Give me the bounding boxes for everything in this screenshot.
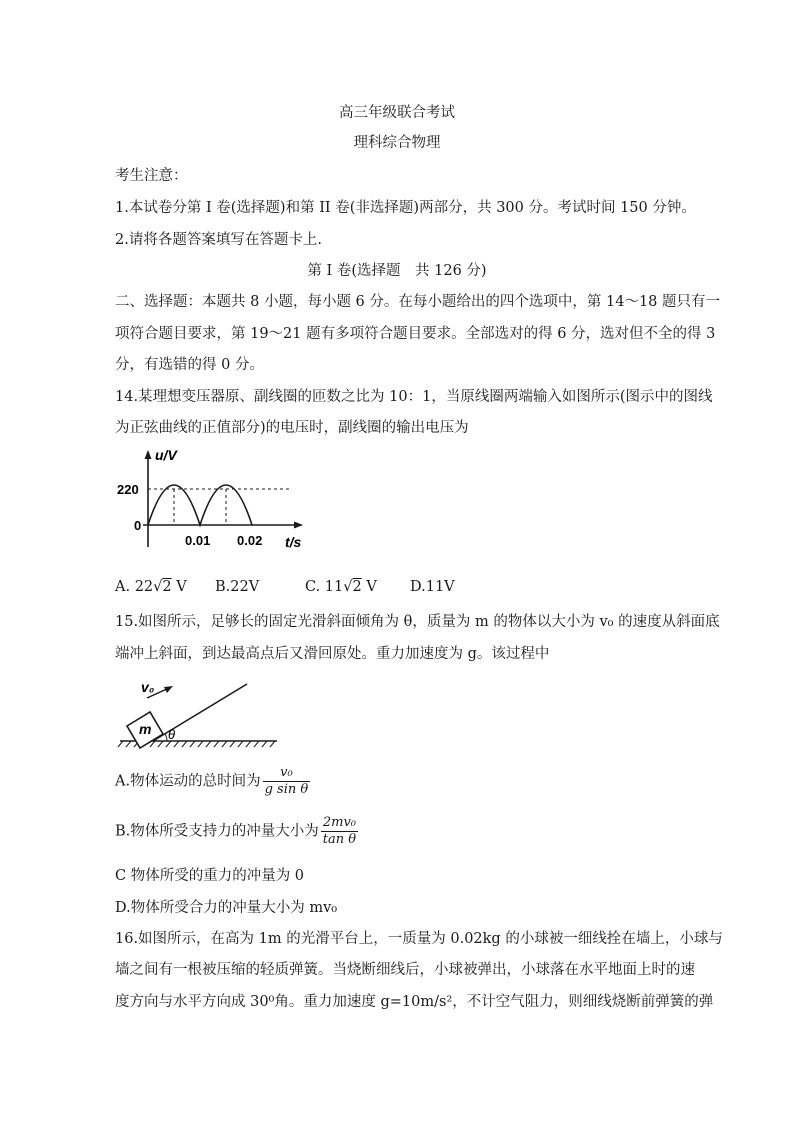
q14-stem-line-1: 14.某理想变压器原、副线圈的匝数之比为 10：1，当原线圈两端输入如图所示(图示中的图线 bbox=[115, 389, 713, 405]
sqrt-symbol: √ bbox=[343, 579, 353, 595]
q14-stem-line-2: 为正弦曲线的正值部分)的电压时，副线圈的输出电压为 bbox=[115, 420, 469, 436]
notice-item-2: 2.请将各题答案填写在答题卡上. bbox=[115, 232, 322, 248]
sqrt-symbol: √ bbox=[153, 579, 163, 595]
q15-option-c: C 物体所受的重力的冲量为 0 bbox=[115, 868, 305, 884]
q16-stem-line-1: 16.如图所示，在高为 1m 的光滑平台上，一质量为 0.02kg 的小球被一细线拴在墙上，小球与 bbox=[115, 931, 723, 947]
q15-stem-line-2: 端冲上斜面，到达最高点后又滑回原处。重力加速度为 g。该过程中 bbox=[115, 646, 550, 662]
q15-option-a-fraction: $\frac{\text{v₀}}{\text{g sin θ}}$ bbox=[264, 765, 309, 797]
q15-stem-line-1: 15.如图所示，足够长的固定光滑斜面倾角为 θ，质量为 m 的物体以大小为 v₀ 的速度从斜面底 bbox=[115, 614, 720, 630]
page-subtitle: 理科综合物理 bbox=[353, 135, 441, 151]
q14-option-c: C. 11√2 V bbox=[305, 579, 377, 595]
q14-x-tick-label-1: 0.01 bbox=[185, 533, 211, 548]
notice-heading: 考生注意： bbox=[115, 168, 188, 184]
section-title: 第 I 卷(选择题 共 126 分) bbox=[307, 263, 487, 279]
q15-incline-figure bbox=[115, 674, 285, 754]
section-instructions-line-2: 项符合题目要求，第 19～21 题有多项符合题目要求。全部选对的得 6 分，选对但不全的得 3 bbox=[115, 326, 716, 342]
q16-stem-line-3: 度方向与水平方向成 30⁰角。重力加速度 g=10m/s²，不计空气阻力，则细线烧断前弹簧的弹 bbox=[115, 994, 714, 1010]
q14-origin-label: 0 bbox=[134, 518, 142, 533]
q14-option-a: A. 22√2 V bbox=[115, 579, 187, 595]
q16-stem-line-2: 墙之间有一根被压缩的轻质弹簧。当烧断细线后，小球被弹出，小球落在水平地面上时的速 bbox=[115, 962, 695, 978]
q14-y-tick-label: 220 bbox=[117, 482, 139, 497]
q14-option-d: D.11V bbox=[410, 579, 455, 595]
q14-option-b: B.22V bbox=[215, 579, 260, 595]
q15-option-a: A.物体运动的总时间为 $\frac{\text{v₀}}{\text{g sin θ}}$ bbox=[115, 765, 309, 797]
q15-option-b-fraction: $\frac{\text{2mv₀}}{\text{tan θ}}$ bbox=[322, 815, 357, 847]
q14-x-tick-label-2: 0.02 bbox=[237, 533, 263, 548]
notice-item-1: 1.本试卷分第 I 卷(选择题)和第 II 卷(非选择题)两部分，共 300 分。考试时间 150 分钟。 bbox=[115, 200, 696, 216]
section-instructions-line-1: 二、选择题：本题共 8 小题，每小题 6 分。在每小题给出的四个选项中，第 14～18 题只有一 bbox=[115, 294, 721, 310]
q14-voltage-graph bbox=[115, 447, 315, 557]
q15-mass-label: m bbox=[139, 721, 152, 737]
q15-option-d: D.物体所受合力的冲量大小为 mv₀ bbox=[115, 900, 338, 916]
q14-y-axis-label: u/V bbox=[155, 447, 177, 463]
q15-option-b: B.物体所受支持力的冲量大小为 $\frac{\text{2mv₀}}{\text{tan θ}}$ bbox=[115, 815, 357, 847]
q14-x-axis-label: t/s bbox=[285, 534, 302, 550]
section-instructions-line-3: 分，有选错的得 0 分。 bbox=[115, 357, 264, 373]
q15-angle-label: θ bbox=[168, 727, 176, 742]
page-title: 高三年级联合考试 bbox=[339, 105, 455, 121]
q15-velocity-label: v₀ bbox=[141, 679, 155, 695]
